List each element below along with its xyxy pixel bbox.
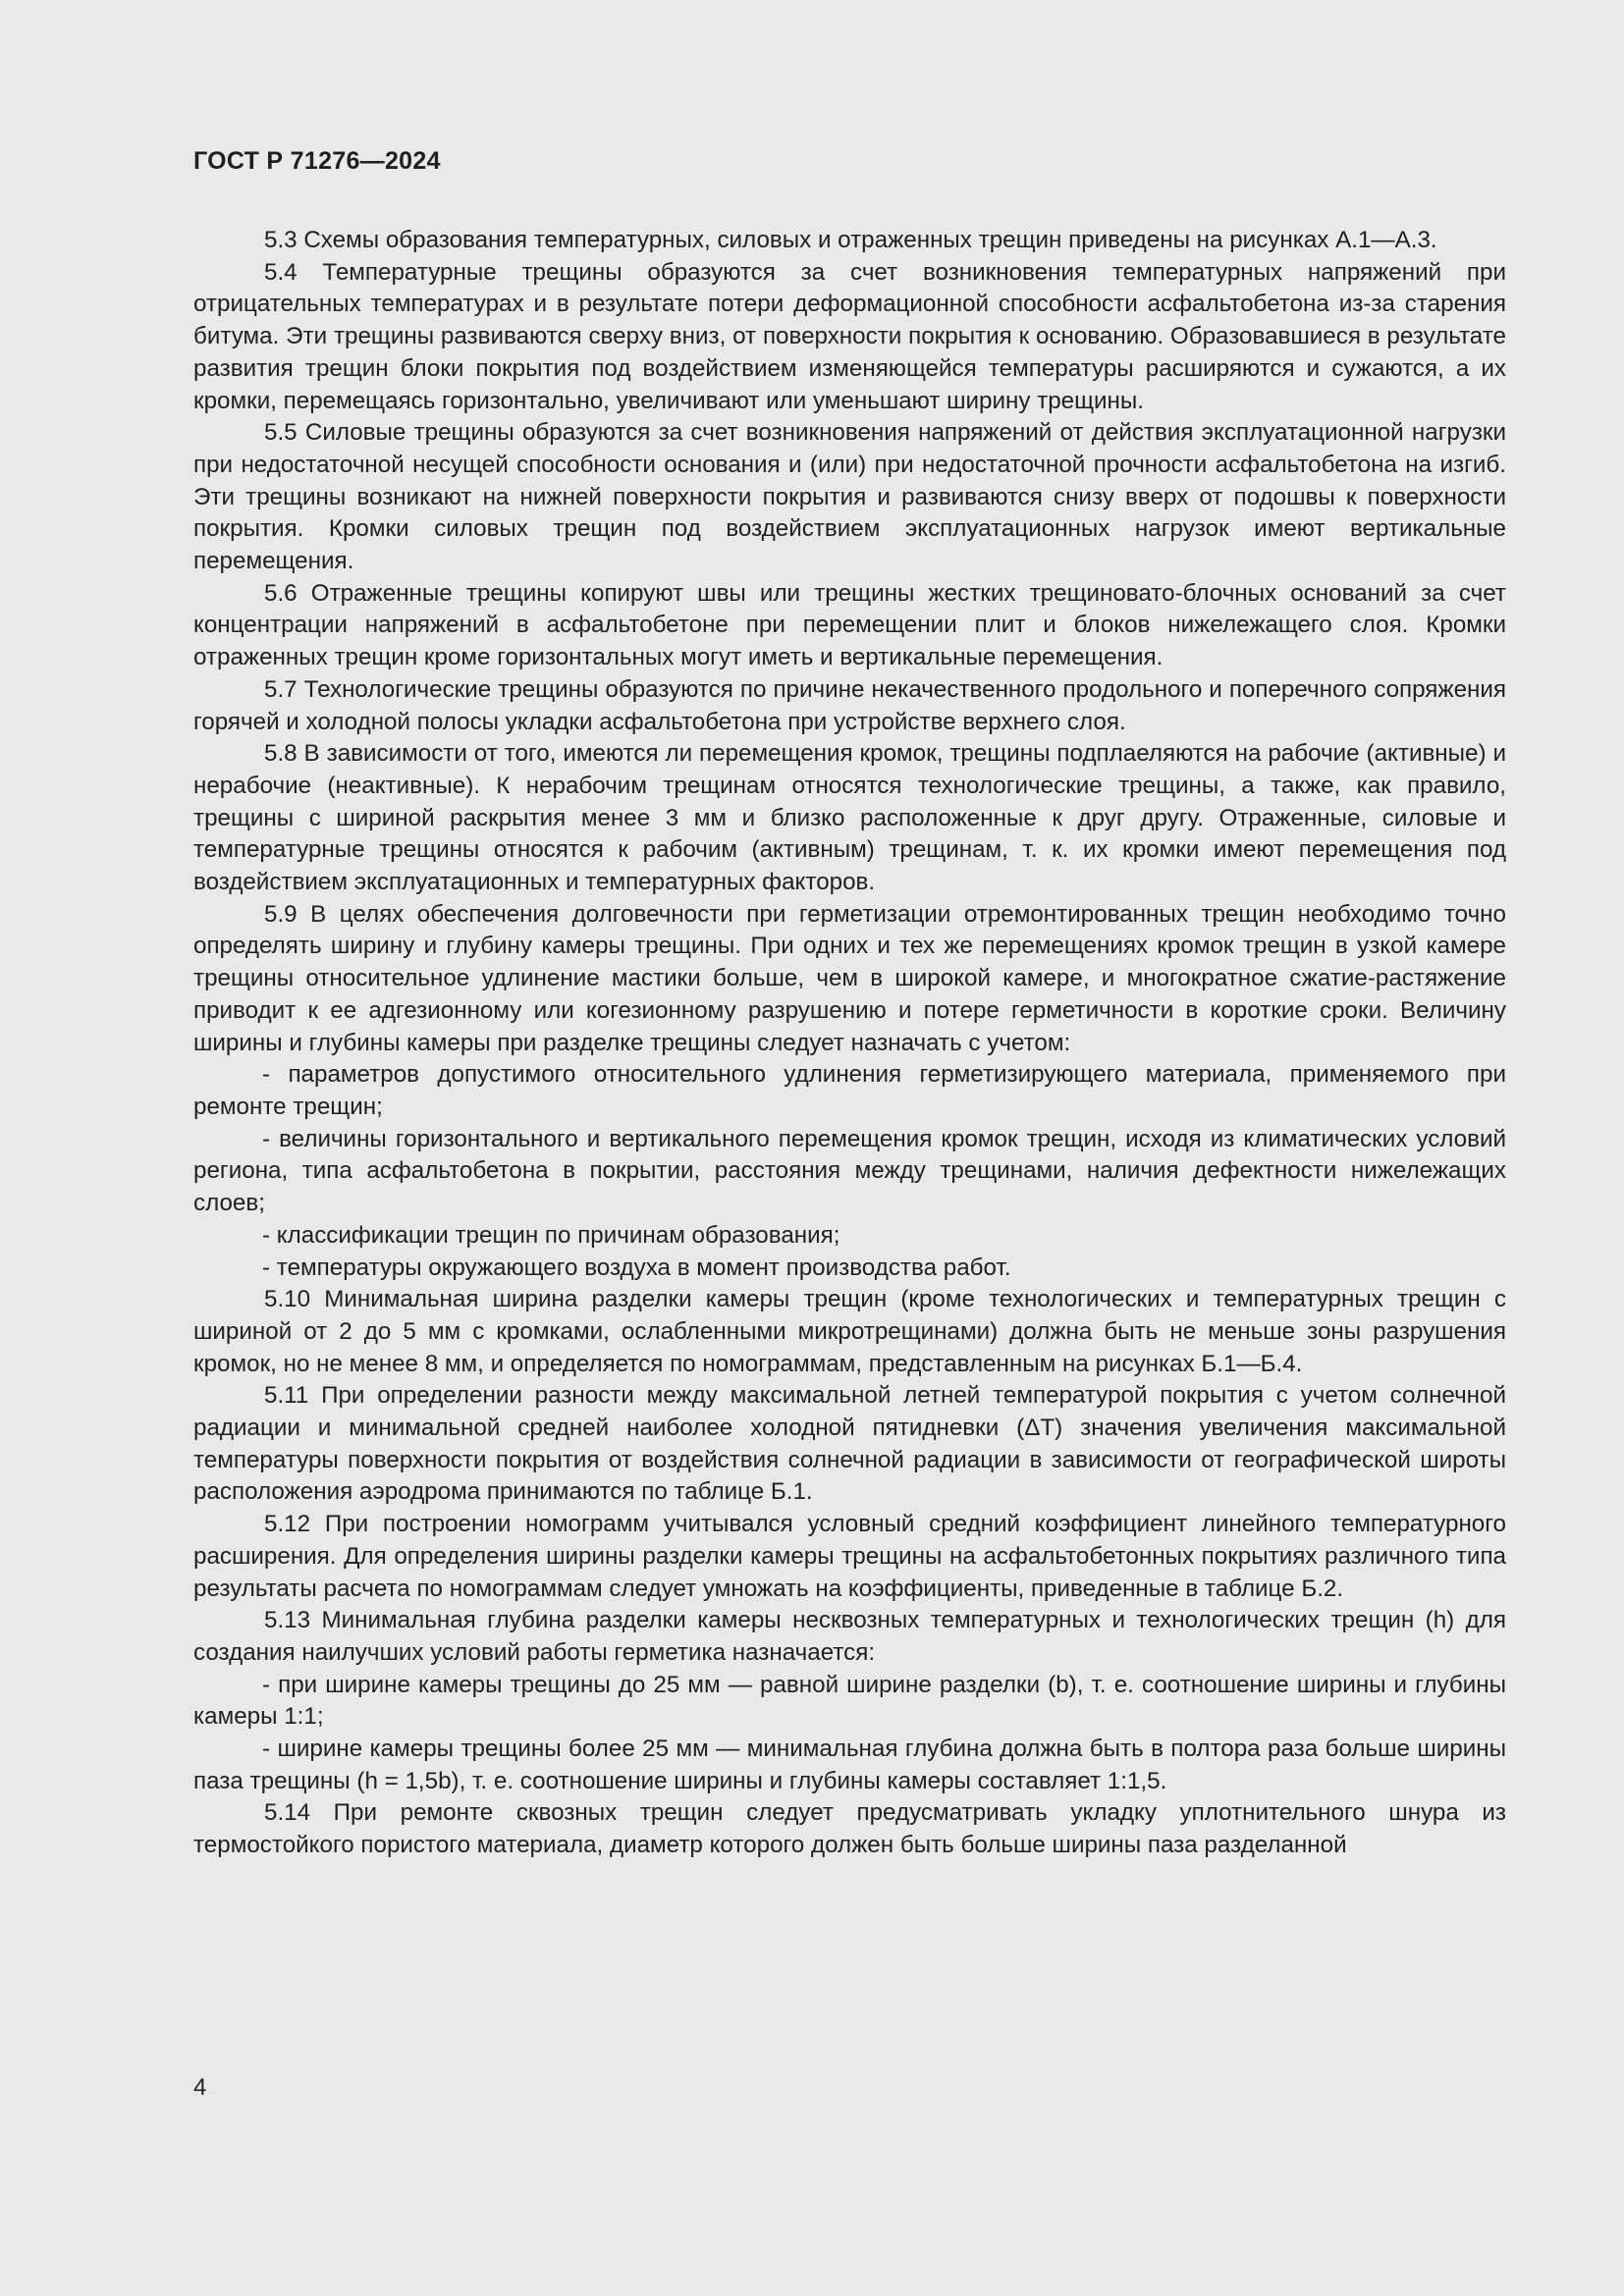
list-item-temperature: - температуры окружающего воздуха в момент производства работ. xyxy=(262,1254,1011,1281)
list-item-width-over-25: - ширине камеры трещины более 25 мм — минимальная глубина должна быть в полтора раза больше ширины паза трещины (h = 1,5b), т. е. соотношение ширины и глубины камеры составляет 1:1,5. xyxy=(193,1735,1506,1794)
paragraph-5-14: 5.14 При ремонте сквозных трещин следует предусматривать укладку уплотнительного шнура из термостойкого пористого материала, диаметр которого должен быть больше ширины паза разделанной xyxy=(193,1799,1506,1859)
paragraph-5-6: 5.6 Отраженные трещины копируют швы или трещины жестких трещиновато-блочных оснований за счет концентрации напряжений в асфальтобетоне при перемещении плит и блоков нижележащего слоя. Кромки отраженных трещин кроме горизонтальных могут иметь и вертикальные перемещения. xyxy=(193,579,1506,671)
paragraph-5-9: 5.9 В целях обеспечения долговечности при герметизации отремонтированных трещин необходимо точно определять ширину и глубину камеры трещины. При одних и тех же перемещениях кромок трещин в узкой камере трещины относительное удлинение мастики больше, чем в широкой камере, и многократное сжатие-растяжение приводит к ее адгезионному или когезионному разрушению и потере герметичности в короткие сроки. Величину ширины и глубины камеры при разделке трещины следует назначать с учетом: xyxy=(193,900,1506,1056)
paragraph-5-12: 5.12 При построении номограмм учитывался условный средний коэффициент линейного температурного расширения. Для определения ширины разделки камеры трещины на асфальтобетонных покрытиях различного типа результаты расчета по номограммам следует умножать на коэффициенты, приведенные в таблице Б.2. xyxy=(193,1511,1506,1602)
document-code-header: ГОСТ Р 71276—2024 xyxy=(193,147,441,175)
paragraph-5-5: 5.5 Силовые трещины образуются за счет возникновения напряжений от действия эксплуатационной нагрузки при недостаточной несущей способности основания и (или) при недостаточной прочности асфальтобетона на изгиб. Эти трещины возникают на нижней поверхности покрытия и развиваются снизу вверх от подошвы к поверхности покрытия. Кромки силовых трещин под воздействием эксплуатационных нагрузок имеют вертикальные перемещения. xyxy=(193,419,1506,575)
document-body xyxy=(193,225,1506,1862)
list-item-classification: - классификации трещин по причинам образования; xyxy=(262,1221,840,1249)
paragraph-5-4: 5.4 Температурные трещины образуются за счет возникновения температурных напряжений при отрицательных температурах и в результате потери деформационной способности асфальтобетона из-за старения битума. Эти трещины развиваются сверху вниз, от поверхности покрытия к основанию. Образовавшиеся в результате развития трещин блоки покрытия под воздействием изменяющейся температуры расширяются и сужаются, а их кромки, перемещаясь горизонтально, увеличивают или уменьшают ширину трещины. xyxy=(193,258,1506,414)
page-number: 4 xyxy=(193,2074,207,2101)
list-item-parameters: - параметров допустимого относительного удлинения герметизирующего материала, применяемого при ремонте трещин; xyxy=(193,1061,1506,1120)
paragraph-5-13: 5.13 Минимальная глубина разделки камеры несквозных температурных и технологических трещин (h) для создания наилучших условий работы герметика назначается: xyxy=(193,1607,1506,1666)
paragraph-5-10: 5.10 Минимальная ширина разделки камеры трещин (кроме технологических и температурных трещин с шириной от 2 до 5 мм с кромками, ослабленными микротрещинами) должна быть не меньше зоны разрушения кромок, но не менее 8 мм, и определяется по номограммам, представленным на рисунках Б.1—Б.4. xyxy=(193,1286,1506,1377)
paragraph-5-8: 5.8 В зависимости от того, имеются ли перемещения кромок, трещины подплаеляются на рабочие (активные) и нерабочие (неактивные). К нерабочим трещинам относятся технологические трещины, а также, как правило, трещины с шириной раскрытия менее 3 мм и близко расположенные к друг другу. Отраженные, силовые и температурные трещины относятся к рабочим (активным) трещинам, т. к. их кромки имеют перемещения под воздействием эксплуатационных и температурных факторов. xyxy=(193,740,1506,896)
paragraph-5-11: 5.11 При определении разности между максимальной летней температурой покрытия с учетом солнечной радиации и минимальной средней наиболее холодной пятидневки (ΔT) значения увеличения максимальной температуры поверхности покрытия от воздействия солнечной радиации в зависимости от географической широты расположения аэродрома принимаются по таблице Б.1. xyxy=(193,1382,1506,1506)
paragraph-5-3: 5.3 Схемы образования температурных, силовых и отраженных трещин приведены на рисунках А.1—А.3. xyxy=(264,227,1437,253)
list-item-displacement: - величины горизонтального и вертикального перемещения кромок трещин, исходя из климатических условий региона, типа асфальтобетона в покрытии, расстояния между трещинами, наличия дефектности нижележащих слоев; xyxy=(193,1125,1506,1217)
paragraph-5-7: 5.7 Технологические трещины образуются по причине некачественного продольного и поперечного сопряжения горячей и холодной полосы укладки асфальтобетона при устройстве верхнего слоя. xyxy=(193,675,1506,735)
list-item-width-under-25: - при ширине камеры трещины до 25 мм — равной ширине разделки (b), т. е. соотношение ширины и глубины камеры 1:1; xyxy=(193,1671,1506,1731)
